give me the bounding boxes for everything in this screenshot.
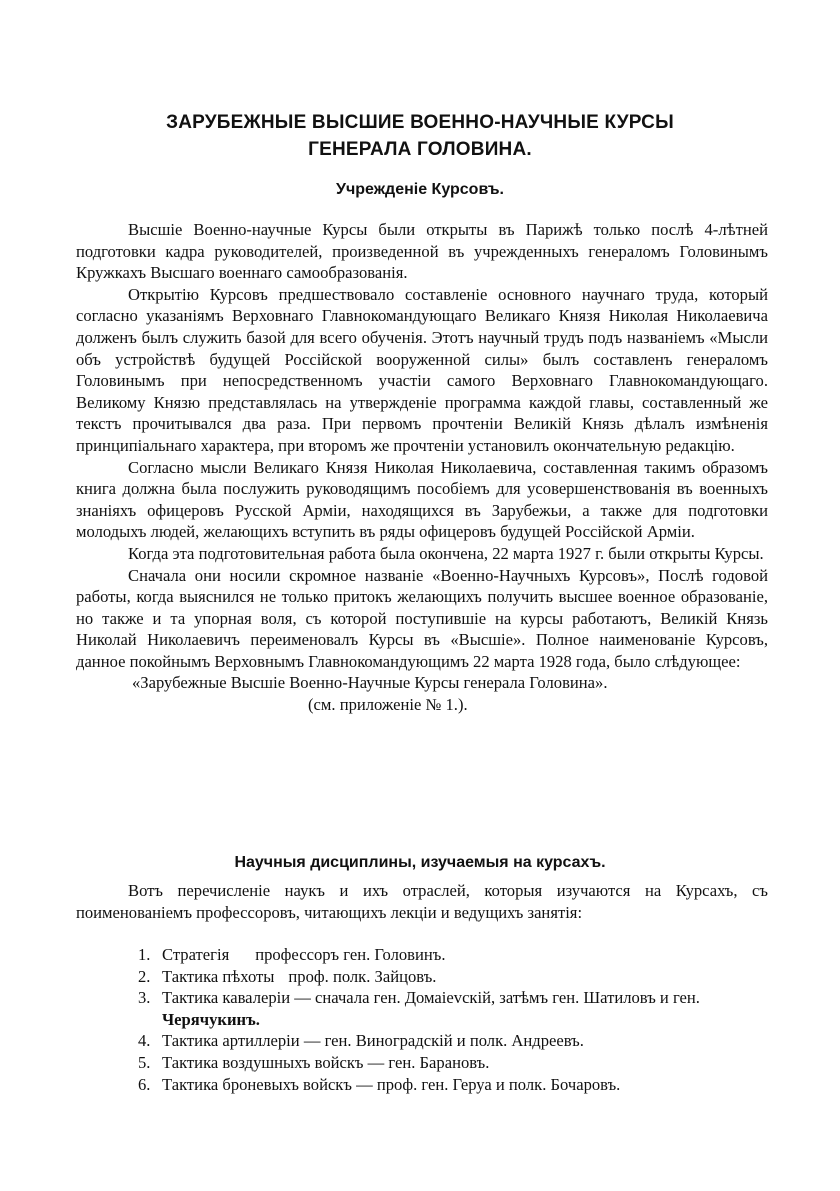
list-item: [138, 966, 768, 988]
paragraph: Вотъ перечисленіе наукъ и ихъ отраслей, которыя изучаются на Курсахъ, съ поименованіемъ профессоровъ, читающихъ лекціи и ведущихъ занятія:: [76, 881, 768, 922]
subject: Стратегія: [162, 945, 230, 964]
document-title-line-1: ЗАРУБЕЖНЫЕ ВЫСШИЕ ВОЕННО-НАУЧНЫЕ КУРСЫ: [166, 112, 674, 133]
list-item-number: 1.: [138, 945, 151, 964]
list-item-text: [162, 944, 768, 966]
paragraph: Высшіе Военно-научные Курсы были открыты въ Парижѣ только послѣ 4-лѣтней подготовки кадра руководителей, произведенной въ учрежденныхъ генераломъ Головинымъ Кружкахъ Высшаго военнаго самообразованія.: [76, 220, 768, 283]
section-heading-founding: Учрежденіе Курсовъ.: [336, 181, 504, 198]
list-item-number: 2.: [138, 966, 151, 986]
teacher: проф. полк. Зайцовъ.: [288, 966, 437, 986]
list-item-text: Тактика воздушныхъ войскъ — ген. Барановъ.: [162, 1052, 490, 1072]
document-title-line-2: ГЕНЕРАЛА ГОЛОВИНА.: [308, 139, 532, 160]
list-item: [138, 1074, 768, 1096]
disciplines-list: [138, 944, 768, 1095]
list-item-number: 3.: [138, 988, 151, 1008]
list-item-text: Тактика артиллеріи — ген. Виноградскій и полк. Андреевъ.: [162, 1031, 584, 1051]
section-heading-disciplines: Научныя дисциплины, изучаемыя на курсахъ.: [234, 854, 606, 871]
paragraph: Согласно мысли Великаго Князя Николая Николаевича, составленная такимъ образомъ книга должна была послужить руководящимъ пособіемъ для усовершенствованія въ военныхъ знаніяхъ офицеровъ Русской Арміи, находящихся въ Зарубежьи, а также для подготовки молодыхъ людей, желающихъ вступить въ ряды офицеровъ будущей Россійской Арміи.: [76, 457, 768, 542]
list-item-bold-name: Черячукинъ.: [162, 1009, 260, 1029]
list-item: [138, 987, 768, 1030]
list-item: [138, 1030, 768, 1052]
subject: Тактика пѣхоты: [162, 966, 275, 986]
paragraph: Открытію Курсовъ предшествовало составленіе основного научнаго труда, который согласно указаніямъ Верховнаго Главнокомандующаго Великаго Князя Николая Николаевича долженъ былъ служить базой для всего обученія. Этотъ научный трудъ подъ названіемъ «Мысли объ устройствѣ будущей Россійской вооруженной силы» былъ составленъ генераломъ Головинымъ при непосредственномъ участіи самого Верховнаго Главнокомандующаго. Великому Князю представлялась на утвержденіе программа каждой главы, составленный же текстъ прочитывался два раза. При первомъ прочтеніи Великій Князь дѣлалъ измѣненія принципіальнаго характера, при второмъ же прочтеніи установилъ окончательную редакцію.: [76, 284, 768, 455]
courses-full-name-quote: «Зарубежные Высшіе Военно-Научные Курсы генерала Головина».: [132, 673, 608, 693]
list-item-number: 5.: [138, 1052, 151, 1072]
teacher: профессоръ ген. Головинъ.: [255, 945, 446, 964]
list-item-number: 6.: [138, 1074, 151, 1094]
section-founding-body: [76, 219, 768, 716]
list-item-number: 4.: [138, 1031, 151, 1051]
list-item-body: Тактика кавалеріи — сначала ген. Домаievскій, затѣмъ ген. Шатиловъ и ген.: [162, 988, 700, 1008]
list-item-text: [162, 966, 768, 988]
list-item-text: [162, 987, 768, 1030]
list-item: [138, 1052, 768, 1074]
list-item: [138, 944, 768, 966]
appendix-reference: (см. приложеніе № 1.).: [308, 695, 468, 715]
paragraph: Сначала они носили скромное названіе «Военно-Научныхъ Курсовъ», Послѣ годовой работы, когда выяснился не только притокъ желающихъ получить высшее военное образованіе, но также и та упорная воля, съ которой поступившіе на курсы работаютъ, Великій Князь Николай Николаевичъ переименовалъ Курсы въ «Высшіе». Полное наименованіе Курсовъ, данное покойнымъ Верховнымъ Главнокомандующимъ 22 марта 1928 года, было слѣдующее:: [76, 565, 768, 671]
section-disciplines-intro: [76, 880, 768, 923]
paragraph: Когда эта подготовительная работа была окончена, 22 марта 1927 г. были открыты Курсы.: [128, 543, 764, 563]
list-item-text: Тактика броневыхъ войскъ — проф. ген. Геруа и полк. Бочаровъ.: [162, 1074, 621, 1094]
